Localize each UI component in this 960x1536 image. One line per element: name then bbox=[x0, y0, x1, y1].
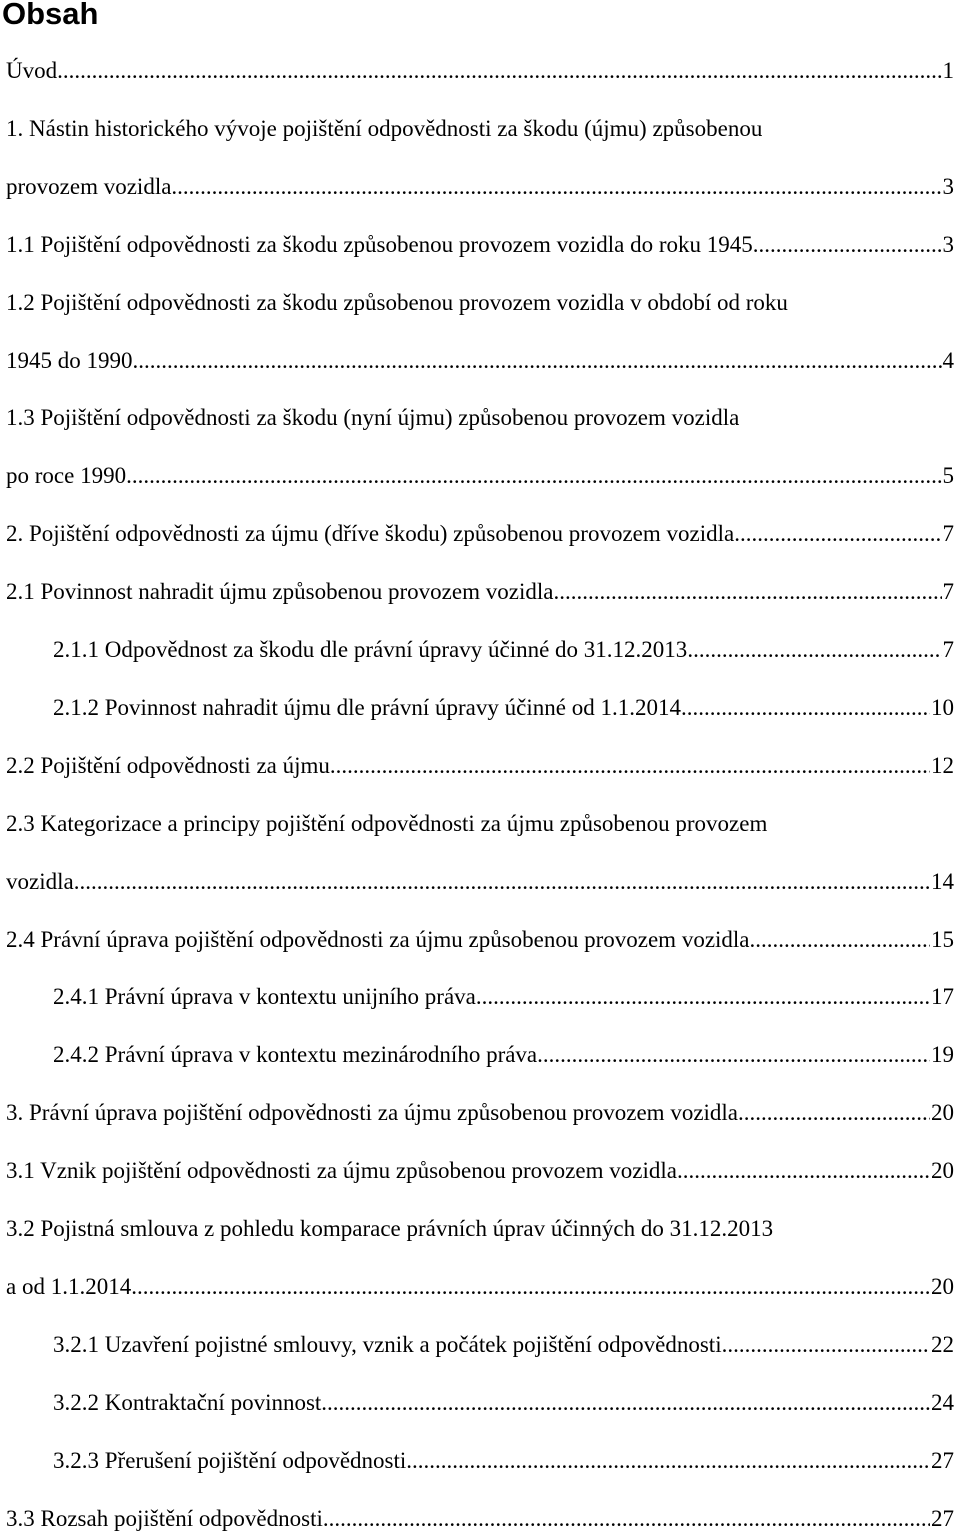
toc-entry-label: 3.2 Pojistná smlouva z pohledu komparace právních úprav účinných do 31.12.2013 bbox=[6, 1216, 774, 1241]
toc-entry-label: 2.4.2 Právní úprava v kontextu mezinárodního práva bbox=[53, 1042, 538, 1068]
toc-entry[interactable] bbox=[0, 980, 960, 1014]
toc-dot-leader bbox=[681, 691, 930, 725]
toc-entry-label: 3.1 Vznik pojištění odpovědnosti za újmu způsobenou provozem vozidla bbox=[6, 1158, 677, 1184]
toc-entry[interactable] bbox=[0, 923, 960, 957]
toc-dot-leader bbox=[677, 1154, 930, 1188]
toc-entry[interactable] bbox=[0, 691, 960, 725]
toc-page-number: 3 bbox=[942, 231, 954, 257]
toc-entry-label: 3.2.2 Kontraktační povinnost bbox=[53, 1389, 322, 1415]
toc-dot-leader bbox=[74, 865, 930, 899]
toc-entry-label: 2.1 Povinnost nahradit újmu způsobenou provozem vozidla bbox=[6, 579, 554, 605]
toc-entry-label: provozem vozidla bbox=[6, 173, 172, 199]
toc-entry[interactable] bbox=[0, 633, 960, 667]
toc-page-number: 5 bbox=[942, 463, 954, 489]
toc-entry-label: 3.3 Rozsah pojištění odpovědnosti bbox=[6, 1505, 323, 1531]
toc-entry[interactable] bbox=[0, 1154, 960, 1188]
toc-page-number: 20 bbox=[931, 1273, 954, 1299]
toc-page-number: 15 bbox=[931, 926, 954, 952]
toc-entry[interactable] bbox=[0, 1096, 960, 1130]
toc-entry-text-line bbox=[0, 807, 960, 841]
toc-entry-label: 1. Nástin historického vývoje pojištění odpovědnosti za škodu (újmu) způsobenou bbox=[6, 115, 763, 141]
toc-entry-label: 2. Pojištění odpovědnosti za újmu (dříve škodu) způsobenou provozem vozidla bbox=[6, 521, 735, 547]
toc-page-number: 27 bbox=[931, 1505, 954, 1531]
toc-entry-label: 1.2 Pojištění odpovědnosti za škodu způsobenou provozem vozidla v období od roku bbox=[6, 289, 788, 315]
toc-entry[interactable] bbox=[0, 1270, 960, 1304]
toc-entry-label: 2.1.2 Povinnost nahradit újmu dle právní úpravy účinné od 1.1.2014 bbox=[53, 694, 681, 720]
toc-dot-leader bbox=[750, 923, 930, 957]
toc-entry[interactable] bbox=[0, 575, 960, 609]
toc-dot-leader bbox=[133, 344, 942, 378]
toc-dot-leader bbox=[553, 575, 941, 609]
toc-entry[interactable] bbox=[0, 228, 960, 262]
toc-entry-label: vozidla bbox=[6, 868, 74, 894]
toc-entry-label: 3.2.3 Přerušení pojištění odpovědnosti bbox=[53, 1447, 407, 1473]
toc-entry-label: 2.4.1 Právní úprava v kontextu unijního práva bbox=[53, 984, 476, 1010]
toc-page-number: 12 bbox=[931, 752, 954, 778]
toc-dot-leader bbox=[537, 1038, 930, 1072]
toc-page-number: 4 bbox=[942, 347, 954, 373]
toc-dot-leader bbox=[687, 633, 941, 667]
toc-page-number: 7 bbox=[942, 637, 954, 662]
toc-entry[interactable] bbox=[0, 1444, 960, 1478]
toc-page-number: 24 bbox=[931, 1389, 954, 1415]
toc-entry-label: po roce 1990 bbox=[6, 463, 127, 489]
toc-page-number: 20 bbox=[931, 1100, 954, 1126]
toc-dot-leader bbox=[171, 170, 941, 204]
toc-entry[interactable] bbox=[0, 517, 960, 551]
toc-entry-label: 3. Právní úprava pojištění odpovědnosti za újmu způsobenou provozem vozidla bbox=[6, 1100, 739, 1126]
toc-dot-leader bbox=[126, 459, 941, 493]
toc-entry-label: a od 1.1.2014 bbox=[6, 1273, 132, 1299]
toc-entry[interactable] bbox=[0, 344, 960, 378]
toc-entry[interactable] bbox=[0, 170, 960, 204]
toc-page-number: 20 bbox=[931, 1158, 954, 1184]
toc-page-number: 17 bbox=[931, 984, 954, 1010]
toc-dot-leader bbox=[330, 749, 930, 783]
toc-entry[interactable] bbox=[0, 1502, 960, 1536]
toc-entry-label: 2.2 Pojištění odpovědnosti za újmu bbox=[6, 752, 330, 778]
toc-page-number: 7 bbox=[942, 579, 954, 605]
toc-entry[interactable] bbox=[0, 1038, 960, 1072]
toc-page-number: 22 bbox=[931, 1331, 954, 1357]
toc-entry[interactable] bbox=[0, 1328, 960, 1362]
toc-page-number: 19 bbox=[931, 1042, 954, 1068]
toc-dot-leader bbox=[753, 228, 942, 262]
toc-entry-label: 1945 do 1990 bbox=[6, 347, 133, 373]
toc-dot-leader bbox=[476, 980, 930, 1014]
toc-page-number: 10 bbox=[931, 694, 954, 720]
toc-page-number: 1 bbox=[942, 58, 954, 83]
toc-dot-leader bbox=[734, 517, 941, 551]
toc-page-number: 14 bbox=[931, 868, 954, 894]
toc-entry-label: Úvod bbox=[6, 58, 58, 83]
toc-dot-leader bbox=[131, 1270, 930, 1304]
toc-entry-text-line bbox=[0, 1212, 960, 1246]
toc-entry-label: 2.3 Kategorizace a principy pojištění odpovědnosti za újmu způsobenou provozem bbox=[6, 810, 768, 836]
toc-dot-leader bbox=[722, 1328, 930, 1362]
toc-entry[interactable] bbox=[0, 1386, 960, 1420]
toc-entry[interactable] bbox=[0, 54, 960, 88]
toc-entry-text-line bbox=[0, 286, 960, 320]
toc-entry-label: 2.4 Právní úprava pojištění odpovědnosti za újmu způsobenou provozem vozidla bbox=[6, 926, 750, 952]
toc-entry-text-line bbox=[0, 112, 960, 146]
toc-page-number: 27 bbox=[931, 1447, 954, 1473]
toc-entry[interactable] bbox=[0, 865, 960, 899]
toc-dot-leader bbox=[406, 1444, 930, 1478]
toc-entry-label: 1.3 Pojištění odpovědnosti za škodu (nyní újmu) způsobenou provozem vozidla bbox=[6, 405, 740, 431]
toc-entry-text-line bbox=[0, 401, 960, 435]
toc-page-number: 3 bbox=[942, 173, 954, 199]
toc-entry-label: 3.2.1 Uzavření pojistné smlouvy, vznik a počátek pojištění odpovědnosti bbox=[53, 1331, 722, 1357]
toc-dot-leader bbox=[738, 1096, 930, 1130]
page-title: Obsah bbox=[2, 0, 99, 31]
toc-entry-label: 2.1.1 Odpovědnost za škodu dle právní úpravy účinné do 31.12.2013 bbox=[53, 637, 688, 662]
toc-dot-leader bbox=[57, 54, 941, 88]
toc-entry-label: 1.1 Pojištění odpovědnosti za škodu způsobenou provozem vozidla do roku 1945 bbox=[6, 231, 753, 257]
toc-entry[interactable] bbox=[0, 749, 960, 783]
toc-page-number: 7 bbox=[942, 521, 954, 547]
toc-dot-leader bbox=[321, 1386, 930, 1420]
toc-entry[interactable] bbox=[0, 459, 960, 493]
toc-dot-leader bbox=[323, 1502, 930, 1536]
